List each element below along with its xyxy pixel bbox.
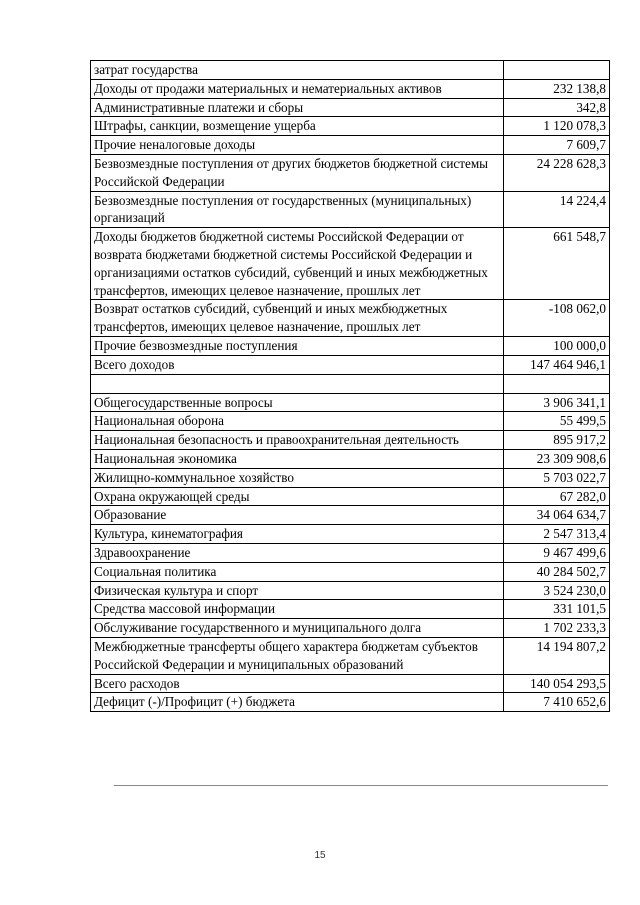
row-amount: 14 194 807,2 xyxy=(504,637,610,674)
row-label: Национальная оборона xyxy=(91,412,504,431)
table-row xyxy=(91,336,610,355)
row-amount xyxy=(504,61,610,80)
row-amount: 232 138,8 xyxy=(504,79,610,98)
row-amount: 100 000,0 xyxy=(504,336,610,355)
row-amount: 2 547 313,4 xyxy=(504,525,610,544)
row-label: Физическая культура и спорт xyxy=(91,581,504,600)
row-amount: 14 224,4 xyxy=(504,191,610,228)
row-label: Прочие неналоговые доходы xyxy=(91,136,504,155)
table-row xyxy=(91,449,610,468)
table-row xyxy=(91,543,610,562)
table-row xyxy=(91,619,610,638)
row-amount: 34 064 634,7 xyxy=(504,506,610,525)
table-row xyxy=(91,191,610,228)
row-label: Культура, кинематография xyxy=(91,525,504,544)
table-row-blank xyxy=(91,374,610,393)
table-row xyxy=(91,600,610,619)
table-row xyxy=(91,637,610,674)
row-label: Всего расходов xyxy=(91,674,504,693)
row-label xyxy=(91,374,504,393)
row-label: Доходы от продажи материальных и нематериальных активов xyxy=(91,79,504,98)
row-amount: -108 062,0 xyxy=(504,300,610,337)
table-row xyxy=(91,228,610,300)
row-label: Прочие безвозмездные поступления xyxy=(91,336,504,355)
table-row xyxy=(91,300,610,337)
page-number: 15 xyxy=(314,850,326,861)
row-label: Возврат остатков субсидий, субвенций и иных межбюджетных трансфертов, имеющих целевое назначение, прошлых лет xyxy=(91,300,504,337)
row-label: Дефицит (-)/Профицит (+) бюджета xyxy=(91,693,504,712)
table-row xyxy=(91,581,610,600)
row-label: Всего доходов xyxy=(91,355,504,374)
table-row xyxy=(91,117,610,136)
row-label: Жилищно-коммунальное хозяйство xyxy=(91,468,504,487)
budget-table-body xyxy=(91,61,610,712)
table-row xyxy=(91,355,610,374)
table-row xyxy=(91,693,610,712)
footer-divider xyxy=(114,785,608,786)
row-amount: 140 054 293,5 xyxy=(504,674,610,693)
row-amount: 1 702 233,3 xyxy=(504,619,610,638)
row-label: Доходы бюджетов бюджетной системы Российской Федерации от возврата бюджетами бюджетной системы Российской Федерации и организациями остатков субсидий, субвенций и иных межбюджетных трансфертов, имеющих целевое назначение, прошлых лет xyxy=(91,228,504,300)
row-amount: 55 499,5 xyxy=(504,412,610,431)
row-amount: 3 906 341,1 xyxy=(504,393,610,412)
table-row xyxy=(91,506,610,525)
row-amount: 23 309 908,6 xyxy=(504,449,610,468)
table-row xyxy=(91,468,610,487)
table-row xyxy=(91,674,610,693)
row-label: Охрана окружающей среды xyxy=(91,487,504,506)
row-label: Безвозмездные поступления от других бюджетов бюджетной системы Российской Федерации xyxy=(91,154,504,191)
row-amount: 9 467 499,6 xyxy=(504,543,610,562)
table-row xyxy=(91,154,610,191)
row-label: Образование xyxy=(91,506,504,525)
budget-table xyxy=(90,60,610,712)
row-label: Безвозмездные поступления от государственных (муниципальных) организаций xyxy=(91,191,504,228)
row-amount: 5 703 022,7 xyxy=(504,468,610,487)
row-label: Обслуживание государственного и муниципального долга xyxy=(91,619,504,638)
table-row xyxy=(91,393,610,412)
row-amount xyxy=(504,374,610,393)
row-amount: 661 548,7 xyxy=(504,228,610,300)
row-label: Штрафы, санкции, возмещение ущерба xyxy=(91,117,504,136)
table-row xyxy=(91,136,610,155)
row-amount: 331 101,5 xyxy=(504,600,610,619)
row-label: Средства массовой информации xyxy=(91,600,504,619)
row-amount: 24 228 628,3 xyxy=(504,154,610,191)
row-amount: 7 609,7 xyxy=(504,136,610,155)
table-row xyxy=(91,98,610,117)
row-label: Здравоохранение xyxy=(91,543,504,562)
table-row xyxy=(91,487,610,506)
table-row xyxy=(91,562,610,581)
row-amount: 67 282,0 xyxy=(504,487,610,506)
table-row xyxy=(91,61,610,80)
row-amount: 40 284 502,7 xyxy=(504,562,610,581)
row-label: Административные платежи и сборы xyxy=(91,98,504,117)
table-row xyxy=(91,412,610,431)
row-label: затрат государства xyxy=(91,61,504,80)
row-amount: 895 917,2 xyxy=(504,431,610,450)
row-amount: 147 464 946,1 xyxy=(504,355,610,374)
table-row xyxy=(91,431,610,450)
row-label: Национальная экономика xyxy=(91,449,504,468)
row-amount: 1 120 078,3 xyxy=(504,117,610,136)
row-amount: 3 524 230,0 xyxy=(504,581,610,600)
row-amount: 7 410 652,6 xyxy=(504,693,610,712)
row-label: Социальная политика xyxy=(91,562,504,581)
row-label: Межбюджетные трансферты общего характера бюджетам субъектов Российской Федерации и муниципальных образований xyxy=(91,637,504,674)
row-amount: 342,8 xyxy=(504,98,610,117)
table-row xyxy=(91,79,610,98)
table-row xyxy=(91,525,610,544)
row-label: Национальная безопасность и правоохранительная деятельность xyxy=(91,431,504,450)
row-label: Общегосударственные вопросы xyxy=(91,393,504,412)
